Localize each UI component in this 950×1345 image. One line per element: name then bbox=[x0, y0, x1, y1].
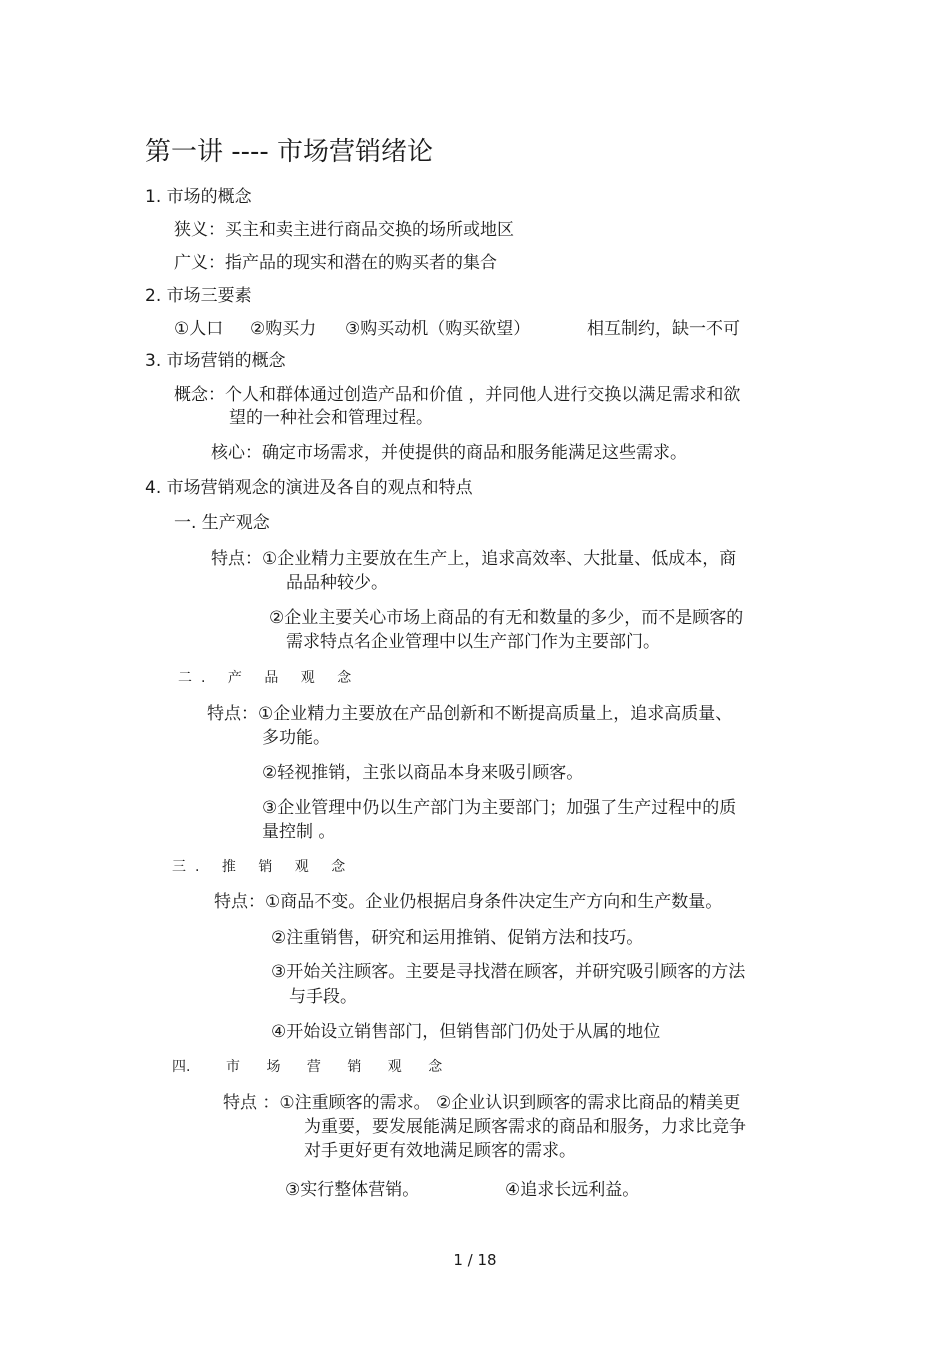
concept-line-1: 概念：个人和群体通过创造产品和价值 ，并同他人进行交换以满足需求和欲 bbox=[174, 385, 741, 405]
selling-feature-3-line-2: 与手段。 bbox=[289, 987, 357, 1007]
subsection-product-concept: 二. 产 品 观 念 bbox=[178, 670, 361, 686]
marketing-feature-1-line-1: 特点 ：①注重顾客的需求。 ②企业认识到顾客的需求比商品的精美更 bbox=[223, 1093, 741, 1113]
product-feature-1-line-2: 多功能。 bbox=[262, 728, 330, 748]
production-feature-2-line-2: 需求特点名企业管理中以生产部门作为主要部门。 bbox=[286, 632, 660, 652]
subsection-production-concept: 一. 生产观念 bbox=[174, 513, 270, 533]
marketing-feature-4: ④追求长远利益。 bbox=[505, 1180, 640, 1200]
selling-feature-2: ②注重销售，研究和运用推销、促销方法和技巧。 bbox=[271, 928, 644, 948]
section-heading-marketing-philosophies: 4. 市场营销观念的演进及各自的观点和特点 bbox=[145, 478, 473, 498]
marketing-feature-1-line-3: 对手更好更有效地满足顾客的需求。 bbox=[304, 1141, 576, 1161]
selling-feature-3-line-1: ③开始关注顾客。主要是寻找潜在顾客，并研究吸引顾客的方法 bbox=[271, 962, 746, 982]
elements-note: 相互制约，缺一不可 bbox=[587, 319, 740, 339]
page-title: 第一讲 ---- 市场营销绪论 bbox=[145, 137, 434, 167]
subsection-marketing-number: 四. bbox=[172, 1059, 191, 1075]
selling-feature-1: 特点：①商品不变。企业仍根据启身条件决定生产方向和生产数量。 bbox=[214, 892, 723, 912]
narrow-definition: 狭义：买主和卖主进行商品交换的场所或地区 bbox=[174, 220, 514, 240]
section-heading-marketing-concept: 3. 市场营销的概念 bbox=[145, 351, 286, 371]
marketing-feature-3: ③实行整体营销。 bbox=[285, 1180, 420, 1200]
product-feature-1-line-1: 特点：①企业精力主要放在产品创新和不断提高质量上，追求高质量、 bbox=[207, 704, 733, 724]
production-feature-1-line-1: 特点：①企业精力主要放在生产上，追求高效率、大批量、低成本，商 bbox=[211, 549, 737, 569]
section-heading-market-elements: 2. 市场三要素 bbox=[145, 286, 252, 306]
production-feature-1-line-2: 品品种较少。 bbox=[286, 573, 388, 593]
element-purchasing-power: ②购买力 bbox=[250, 319, 317, 339]
broad-definition: 广义：指产品的现实和潜在的购买者的集合 bbox=[174, 253, 497, 273]
element-purchase-motive: ③购买动机（购买欲望） bbox=[345, 319, 531, 339]
production-feature-2-line-1: ②企业主要关心市场上商品的有无和数量的多少，而不是顾客的 bbox=[269, 608, 744, 628]
marketing-feature-1-line-2: 为重要，要发展能满足顾客需求的商品和服务，力求比竞争 bbox=[304, 1117, 746, 1137]
subsection-selling-concept: 三. 推 销 观 念 bbox=[172, 859, 355, 875]
product-feature-3-line-2: 量控制 。 bbox=[262, 822, 336, 842]
section-heading-market-concept: 1. 市场的概念 bbox=[145, 187, 252, 207]
concept-core: 核心：确定市场需求，并使提供的商品和服务能满足这些需求。 bbox=[211, 443, 687, 463]
selling-feature-4: ④开始设立销售部门，但销售部门仍处于从属的地位 bbox=[271, 1022, 661, 1042]
product-feature-3-line-1: ③企业管理中仍以生产部门为主要部门；加强了生产过程中的质 bbox=[262, 798, 737, 818]
concept-line-2: 望的一种社会和管理过程。 bbox=[229, 408, 433, 428]
product-feature-2: ②轻视推销，主张以商品本身来吸引顾客。 bbox=[262, 763, 584, 783]
element-population: ①人口 bbox=[174, 319, 224, 339]
subsection-marketing-concept: 市 场 营 销 观 念 bbox=[226, 1059, 454, 1075]
page-number: 1 / 18 bbox=[453, 1251, 497, 1269]
